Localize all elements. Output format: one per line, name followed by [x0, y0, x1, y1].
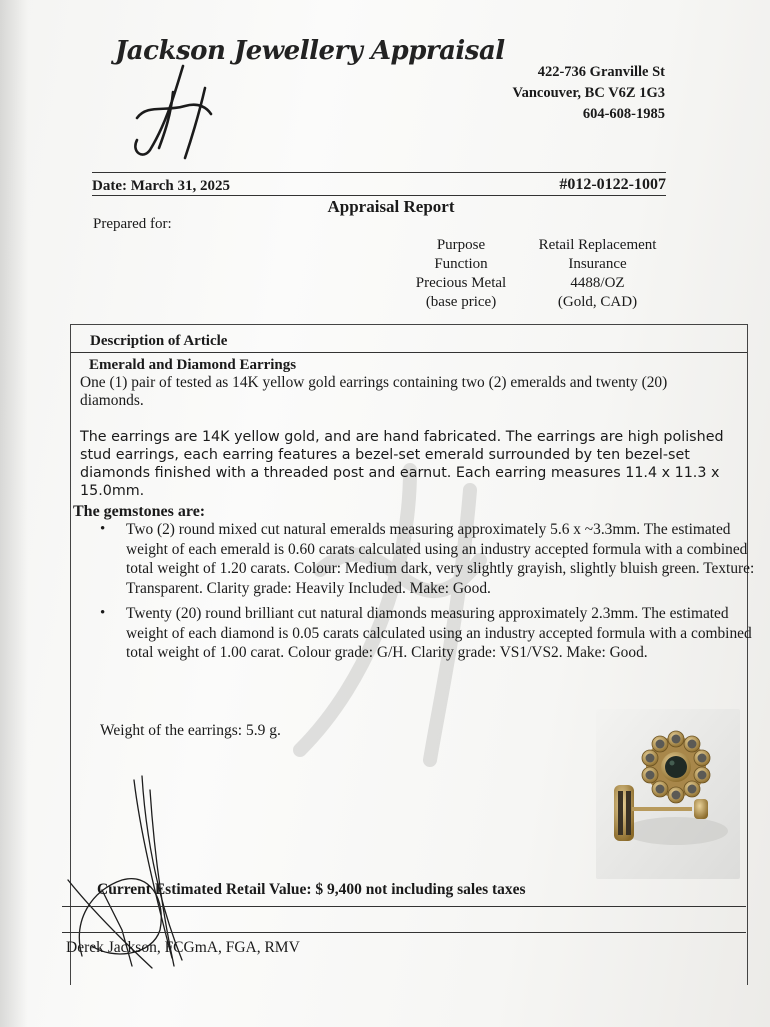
company-address [512, 62, 665, 125]
header-divider [92, 172, 666, 173]
prepared-for-label: Prepared for: [93, 216, 172, 232]
detail-label: Function [434, 256, 488, 272]
gemstone-item-emeralds: • Two (2) round mixed cut natural emeralds measuring approximately 5.6 x ~3.3mm. The estimated weight of each emerald is 0.60 carats calculated using an industry accepted formula with a combined total weight of 1.20 carats. Colour: Medium dark, very slightly grayish, slightly bluish green. Texture: Transparent. Clarity grade: Heavily Included. Make: Good. [126, 520, 766, 598]
item-description: The earrings are 14K yellow gold, and are hand fabricated. The earrings are high polished stud earrings, each earring features a bezel-set emerald surrounded by ten bezel-set diamonds finished with a threaded post and earnut. Each earring measures 11.4 x 11.3 x 15.0mm. [80, 429, 724, 499]
detail-label: Purpose [436, 237, 486, 253]
details-values [525, 236, 670, 312]
gemstone-item-diamonds: • Twenty (20) round brilliant cut natural diamonds measuring approximately 2.3mm. The estimated weight of each diamond is 0.05 carats calculated using an industry accepted formula with a combined total weight of 1.00 carat. Colour grade: G/H. Clarity grade: VS1/VS2. Make: Good. [126, 604, 766, 663]
report-number: #012-0122-1007 [559, 176, 666, 193]
detail-label: (base price) [425, 294, 497, 310]
appraiser-name: Derek Jackson, FCGmA, FGA, RMV [66, 939, 300, 956]
detail-value: (Gold, CAD) [557, 294, 638, 310]
gemstones-heading: The gemstones are: [73, 503, 206, 520]
jh-monogram-icon [125, 62, 225, 162]
signature-line [62, 932, 746, 933]
date-divider [92, 195, 666, 196]
report-title-text: Appraisal Report [327, 197, 455, 216]
phone-number: 604-608-1985 [582, 106, 665, 122]
detail-value: 4488/OZ [570, 275, 625, 291]
report-date: Date: March 31, 2025 [92, 178, 231, 194]
details-labels [396, 236, 526, 312]
description-heading: Description of Article [90, 333, 228, 349]
detail-label: Precious Metal [415, 275, 507, 291]
report-title [0, 197, 770, 217]
address-line-2: Vancouver, BC V6Z 1G3 [512, 85, 665, 101]
item-title: Emerald and Diamond Earrings [89, 357, 297, 373]
earring-weight: Weight of the earrings: 5.9 g. [100, 722, 281, 739]
retail-value: Current Estimated Retail Value: $ 9,400 not including sales taxes [97, 881, 526, 898]
description-divider [70, 352, 747, 353]
value-divider [62, 906, 746, 907]
earring-photo [596, 709, 740, 879]
gemstones-list [80, 520, 766, 669]
detail-value: Insurance [568, 256, 627, 272]
item-summary: One (1) pair of tested as 14K yellow gold earrings containing two (2) emeralds and twenty (20) diamonds. [80, 374, 668, 409]
detail-value: Retail Replacement [538, 237, 657, 253]
company-logo-text: Jackson Jewellery Appraisal [115, 36, 505, 66]
address-line-1: 422-736 Granville St [537, 64, 665, 80]
